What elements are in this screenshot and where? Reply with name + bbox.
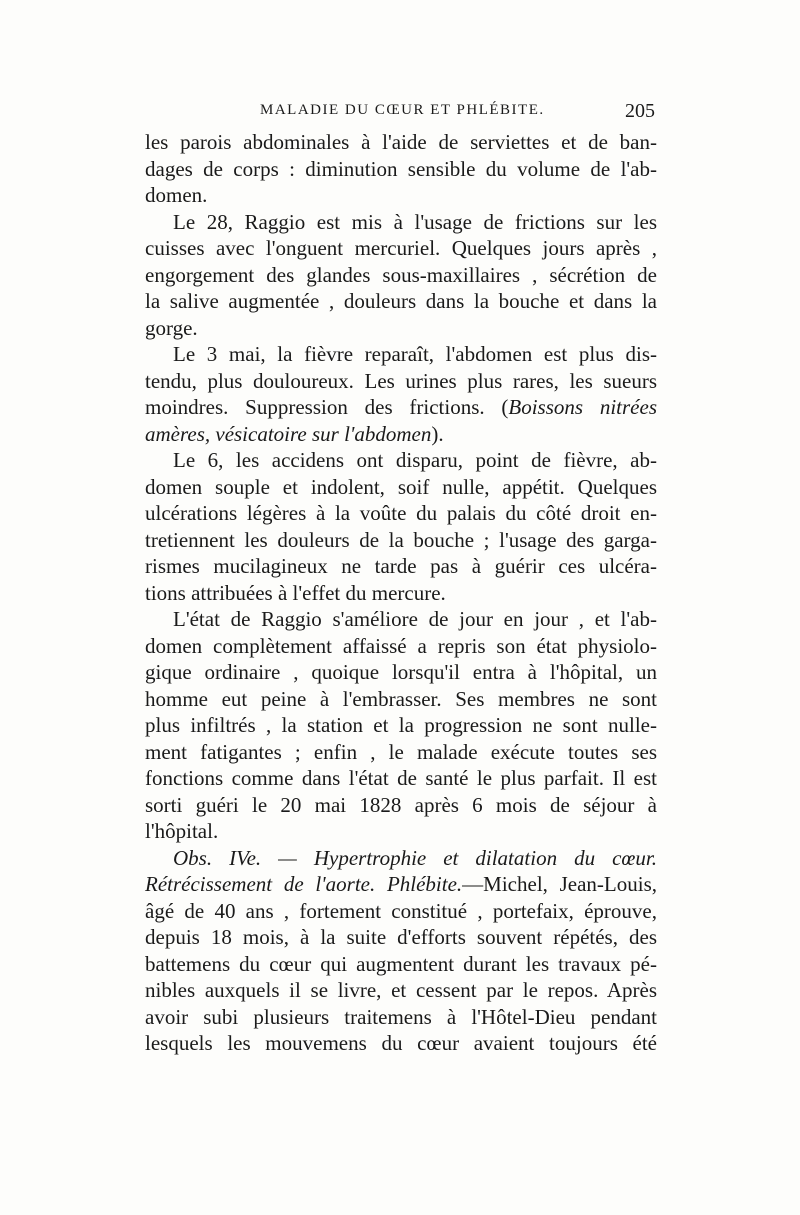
text-run: Obs. IVe. — — [173, 845, 314, 870]
text-run: plus infiltrés , la station et la progression ne sont nulle- — [145, 713, 657, 737]
text-run: l'hôpital. — [145, 819, 219, 843]
text-line — [145, 659, 657, 686]
text-run: dages de corps : diminution sensible du volume de l'ab- — [145, 156, 657, 181]
italic-run: Rétrécissement de l'aorte. Phlébite. — [145, 872, 463, 896]
text-line — [145, 235, 657, 262]
text-run: fonctions comme dans l'état de santé le plus parfait. Il est — [145, 766, 657, 790]
text-run: homme eut peine à l'embrasser. Ses membres ne sont — [145, 686, 657, 711]
text-run: ). — [431, 421, 444, 446]
text-run: engorgement des glandes sous-maxillaires , sécrétion de — [145, 262, 657, 287]
body-text — [145, 129, 657, 1057]
text-run: moindres. Suppression des frictions. ( — [145, 395, 509, 419]
text-line — [145, 394, 657, 421]
text-run: Le 3 mai, la fièvre reparaît, l'abdomen est plus dis- — [173, 342, 657, 366]
text-line — [145, 341, 657, 368]
text-run: depuis 18 mois, à la suite d'efforts souvent répétés, des — [145, 925, 657, 949]
text-line — [145, 315, 657, 342]
text-run: Le 6, les accidens ont disparu, point de fièvre, ab- — [173, 448, 657, 472]
text-line — [145, 209, 657, 236]
text-line — [145, 739, 657, 766]
text-line — [145, 977, 657, 1004]
text-line — [145, 765, 657, 792]
text-line — [145, 156, 657, 183]
running-head — [145, 100, 655, 124]
text-line — [145, 527, 657, 554]
text-line — [145, 606, 657, 633]
text-line — [145, 447, 657, 474]
text-run: domen. — [145, 183, 208, 207]
text-line — [145, 262, 657, 289]
text-line — [145, 686, 657, 713]
text-line — [145, 474, 657, 501]
text-line — [145, 845, 657, 872]
text-line — [145, 818, 657, 845]
text-run: domen complètement affaissé a repris son état physiolo- — [145, 633, 657, 658]
text-line — [145, 792, 657, 819]
text-run: nibles auxquels il se livre, et cessent par le repos. Après — [145, 978, 657, 1002]
text-run: ment fatigantes ; enfin , le malade exécute toutes ses — [145, 739, 657, 764]
text-line — [145, 288, 657, 315]
text-run: gique ordinaire , quoique lorsqu'il entra à l'hôpital, un — [145, 660, 657, 684]
text-line — [145, 421, 657, 448]
text-run: tions attribuées à l'effet du mercure. — [145, 580, 446, 605]
text-run: gorge. — [145, 315, 198, 340]
text-line — [145, 500, 657, 527]
text-line — [145, 368, 657, 395]
text-line — [145, 129, 657, 156]
italic-run: Boissons nitrées — [508, 395, 657, 419]
text-run: tendu, plus douloureux. Les urines plus rares, les sueurs — [145, 368, 657, 393]
text-line — [145, 871, 657, 898]
text-line — [145, 1030, 657, 1057]
text-run: —Michel, Jean-Louis, — [462, 872, 657, 896]
text-run: tretiennent les douleurs de la bouche ; l'usage des garga- — [145, 527, 657, 552]
text-line — [145, 580, 657, 607]
text-line — [145, 898, 657, 925]
italic-run: Hypertrophie et dilatation du cœur. — [313, 845, 657, 870]
text-run: avoir subi plusieurs traitemens à l'Hôtel-Dieu pendant — [145, 1004, 657, 1029]
text-run: la salive augmentée , douleurs dans la bouche et dans la — [145, 289, 657, 313]
text-run: cuisses avec l'onguent mercuriel. Quelques jours après , — [145, 236, 657, 260]
text-run: L'état de Raggio s'améliore de jour en jour , et l'ab- — [173, 607, 657, 631]
text-line — [145, 951, 657, 978]
text-line — [145, 553, 657, 580]
text-run: Le 28, Raggio est mis à l'usage de frictions sur les — [173, 209, 657, 234]
running-title: MALADIE DU CŒUR ET PHLÉBITE. — [260, 102, 545, 118]
text-run: lesquels les mouvemens du cœur avaient toujours été — [145, 1031, 657, 1055]
text-line — [145, 633, 657, 660]
text-run: battemens du cœur qui augmentent durant les travaux pé- — [145, 951, 657, 976]
page-number: 205 — [625, 100, 655, 122]
text-run: domen souple et indolent, soif nulle, appétit. Quelques — [145, 474, 657, 499]
text-run: ulcérations légères à la voûte du palais du côté droit en- — [145, 501, 657, 525]
text-line — [145, 1004, 657, 1031]
text-line — [145, 712, 657, 739]
text-run: rismes mucilagineux ne tarde pas à guérir ces ulcéra- — [145, 554, 657, 578]
text-run: les parois abdominales à l'aide de serviettes et de ban- — [145, 130, 657, 154]
text-run: âgé de 40 ans , fortement constitué , portefaix, éprouve, — [145, 898, 657, 923]
text-run: sorti guéri le 20 mai 1828 après 6 mois de séjour à — [145, 792, 657, 817]
italic-run: amères, vésicatoire sur l'abdomen — [145, 421, 432, 446]
text-line — [145, 182, 657, 209]
text-line — [145, 924, 657, 951]
